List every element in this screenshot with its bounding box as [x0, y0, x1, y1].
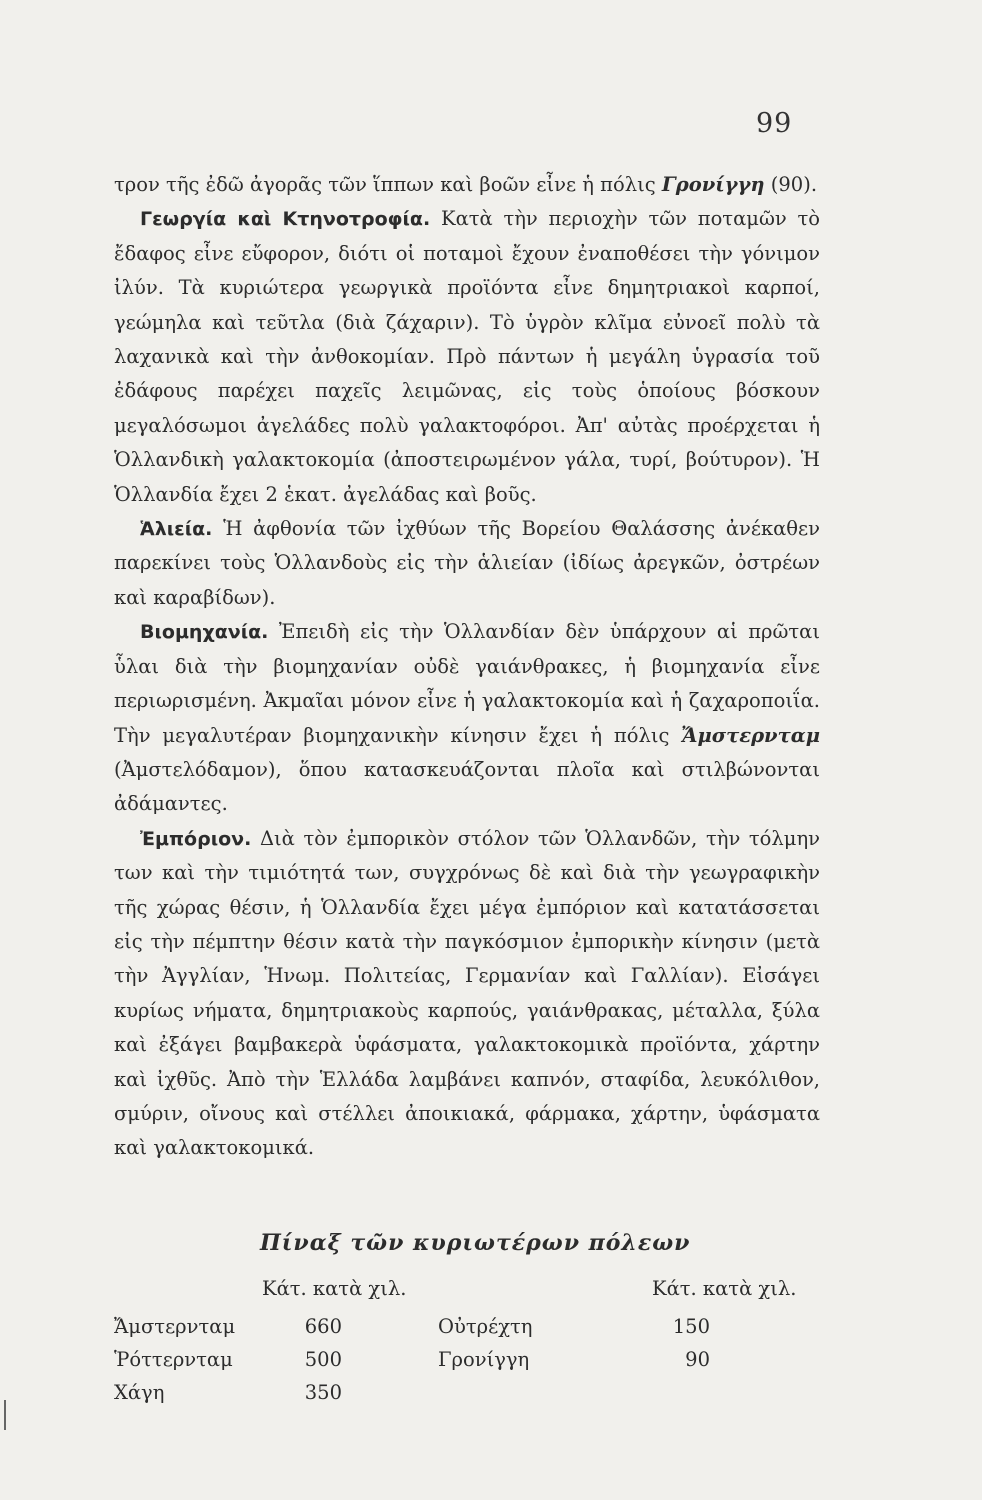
agriculture-heading: Γεωργία καὶ Κτηνοτροφία. — [140, 208, 431, 231]
table-cell-value: 150 — [672, 1315, 710, 1338]
paragraph-agriculture — [114, 202, 820, 512]
paragraph-industry — [114, 615, 820, 821]
commerce-heading: Ἐμπόριον. — [140, 827, 252, 850]
table-cell-city: Οὐτρέχτη — [438, 1315, 533, 1338]
table-cell-city: Ἄμστερνταμ — [114, 1315, 236, 1338]
table-cell-value: 350 — [304, 1381, 342, 1404]
industry-city: Ἄμστερνταμ — [681, 723, 820, 747]
commerce-text: Διὰ τὸν ἐμπορικὸν στόλον τῶν Ὁλλανδῶν, τὴν τόλμην των καὶ τὴν τιμιότητά των, συγχρόνως δὲ καὶ διὰ τὴν γεωγραφικὴν τῆς χώρας θέσιν, ἡ Ὁλλανδία ἔχει μέγα ἐμπόριον καὶ κατατάσσεται εἰς τὴν πέμπτην θέσιν κατὰ τὴν παγκόσμιον ἐμπορικὴν κίνησιν (μετὰ τὴν Ἀγγλίαν, Ἡνωμ. Πολιτείας, Γερμανίαν καὶ Γαλλίαν). Εἰσάγει κυρίως νήματα, δημητριακοὺς καρπούς, γαιάνθρακας, μέταλλα, ξύλα καὶ ἐξάγει βαμβακερὰ ὑφάσματα, γαλακτοκομικὰ προϊόντα, χάρτην καὶ ἰχθῦς. Ἀπὸ τὴν Ἑλλάδα λαμβάνει καπνόν, σταφίδα, λευκόλιθον, σμύριν, οἴνους καὶ στέλλει ἀποικιακά, φάρμακα, χάρτην, ὑφάσματα καὶ γαλακτοκομικά. — [114, 826, 820, 1160]
table-cell-city: Γρονίγγη — [438, 1348, 530, 1371]
table-title: Πίναξ τῶν κυριωτέρων πόλεων — [260, 1230, 691, 1256]
col-header-left: Κάτ. κατὰ χιλ. — [262, 1277, 407, 1300]
agriculture-text: Κατὰ τὴν περιοχὴν τῶν ποταμῶν τὸ ἔδαφος εἶνε εὔφορον, διότι οἱ ποταμοὶ ἔχουν ἐναποθέσει τὴν γόνιμον ἰλύν. Τὰ κυριώτερα γεωργικὰ προϊόντα εἶνε δημητριακοὶ καρποί, γεώμηλα καὶ τεῦτλα (διὰ ζάχαριν). Τὸ ὑγρὸν κλῖμα εὐνοεῖ πολὺ τὰ λαχανικὰ καὶ τὴν ἀνθοκομίαν. Πρὸ πάντων ἡ μεγάλη ὑγρασία τοῦ ἐδάφους παρέχει παχεῖς λειμῶνας, εἰς τοὺς ὁποίους βόσκουν μεγαλόσωμοι ἀγελάδες πολὺ γαλακτοφόροι. Ἀπ' αὐτὰς προέρχεται ἡ Ὁλλανδικὴ γαλακτοκομία (ἀποστειρωμένον γάλα, τυρί, βούτυρον). Ἡ Ὁλλανδία ἔχει 2 ἑκατ. ἀγελάδας καὶ βοῦς. — [114, 207, 820, 506]
intro-tail: (90). — [770, 173, 818, 196]
intro-text: τρον τῆς ἐδῶ ἀγορᾶς τῶν ἵππων καὶ βοῶν εἶνε ἡ πόλις — [114, 173, 656, 196]
body-text — [114, 168, 820, 1166]
table-cell-value: 660 — [304, 1315, 342, 1338]
intro-city: Γρονίγγη — [661, 173, 765, 196]
paragraph-commerce — [114, 822, 820, 1166]
table-cell-value: 500 — [304, 1348, 342, 1371]
table-cell-city: Χάγη — [114, 1381, 165, 1404]
paragraph-intro — [114, 168, 820, 202]
table-cell-city: Ῥόττερνταμ — [114, 1348, 233, 1371]
industry-text: Ἐπειδὴ εἰς τὴν Ὁλλανδίαν δὲν ὑπάρχουν αἱ πρῶται ὗλαι διὰ τὴν βιομηχανίαν οὐδὲ γαιάνθρακες, ἡ βιομηχανία εἶνε περιωρισμένη. Ἀκμαῖαι μόνον εἶνε ἡ γαλακτοκομία καὶ ἡ ζαχαροποιΐα. Τὴν μεγαλυτέραν βιομηχανικὴν κίνησιν ἔχει ἡ πόλις — [114, 620, 820, 747]
margin-mark — [4, 1400, 6, 1430]
table-cell-value: 90 — [685, 1348, 710, 1371]
col-header-right: Κάτ. κατὰ χιλ. — [652, 1277, 797, 1300]
page-number: 99 — [756, 108, 793, 139]
industry-text-end: (Ἀμστελόδαμον), ὅπου κατασκευάζονται πλοῖα καὶ στιλβώνονται ἀδάμαντες. — [114, 757, 820, 816]
fishing-text: Ἡ ἀφθονία τῶν ἰχθύων τῆς Βορείου Θαλάσσης ἀνέκαθεν παρεκίνει τοὺς Ὁλλανδοὺς εἰς τὴν ἁλιείαν (ἰδίως ἀρεγκῶν, ὀστρέων καὶ καραβίδων). — [114, 517, 820, 609]
industry-heading: Βιομηχανία. — [140, 621, 269, 644]
paragraph-fishing — [114, 512, 820, 615]
fishing-heading: Ἁλιεία. — [140, 518, 213, 541]
